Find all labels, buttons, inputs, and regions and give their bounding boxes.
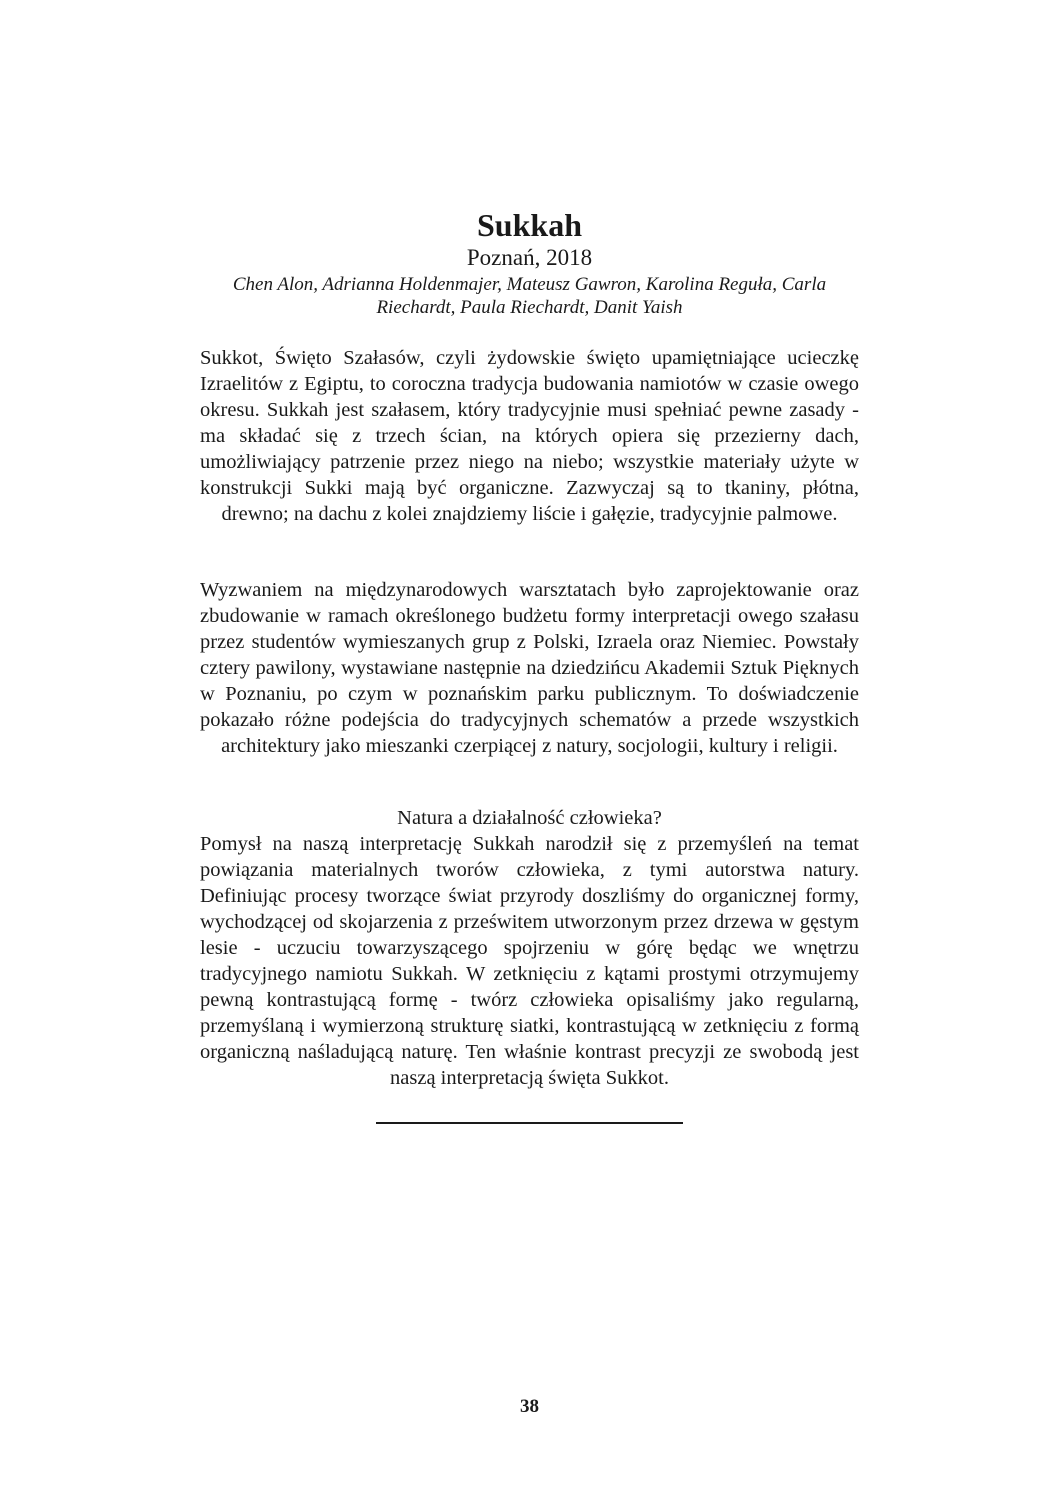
- paragraph-workshop: Wyzwaniem na międzynarodowych warsztatach było zaprojektowanie oraz zbudowanie w ramach określonego budżetu formy interpretacji owego szałasu przez studentów wymieszanych grup z Polski, Izraela oraz Niemiec. Powstały cztery pawilony, wystawiane następnie na dziedzińcu Akademii Sztuk Pięknych w Poznaniu, po czym w poznańskim parku publicznym. To doświadczenie pokazało różne podejścia do tradycyjnych schematów a przede wszystkich architektury jako mieszanki czerpiącej z natury, socjologii, kultury i religii.: [200, 579, 859, 757]
- paragraph-interpretation: Pomysł na naszą interpretację Sukkah narodził się z przemyśleń na temat powiązania materialnych tworów człowieka, z tymi autorstwa natury. Definiując procesy tworzące świat przyrody doszliśmy do organicznej formy, wychodzącej od skojarzenia z prześwitem utworzonym przez drzewa w gęstym lesie - uczuciu towarzyszącego spojrzeniu w górę będąc we wnętrzu tradycyjnego namiotu Sukkah. W zetknięciu z kątami prostymi otrzymujemy pewną kontrastującą formę - twórz człowieka opisaliśmy jako regularną, przemyślaną i wymierzoną strukturę siatki, kontrastującą w zetknięciu z formą organiczną naśladującą naturę. Ten właśnie kontrast precyzji ze swobodą jest naszą interpretacją święta Sukkot.: [200, 833, 859, 1089]
- page-number: 38: [520, 1396, 539, 1417]
- location-year: Poznań, 2018: [466, 245, 593, 270]
- horizontal-rule: [376, 1122, 683, 1124]
- page-title: Sukkah: [477, 207, 582, 243]
- paragraph-intro: Sukkot, Święto Szałasów, czyli żydowskie święto upamiętniające ucieczkę Izraelitów z Egiptu, to coroczna tradycja budowania namiotów w czasie owego okresu. Sukkah jest szałasem, który tradycyjnie musi spełniać pewne zasady - ma składać się z trzech ścian, na których opiera się przezierny dach, umożliwiający patrzenie przez niego na niebo; wszystkie materiały użyte w konstrukcji Sukki mają być organiczne. Zazwyczaj są to tkaniny, płótna, drewno; na dachu z kolei znajdziemy liście i gałęzie, tradycyjnie palmowe.: [200, 347, 859, 525]
- section-heading: Natura a działalność człowieka?: [397, 807, 662, 829]
- authors-list: Chen Alon, Adrianna Holdenmajer, Mateusz Gawron, Karolina Reguła, Carla Riechardt, Paula Riechardt, Danit Yaish: [232, 274, 827, 318]
